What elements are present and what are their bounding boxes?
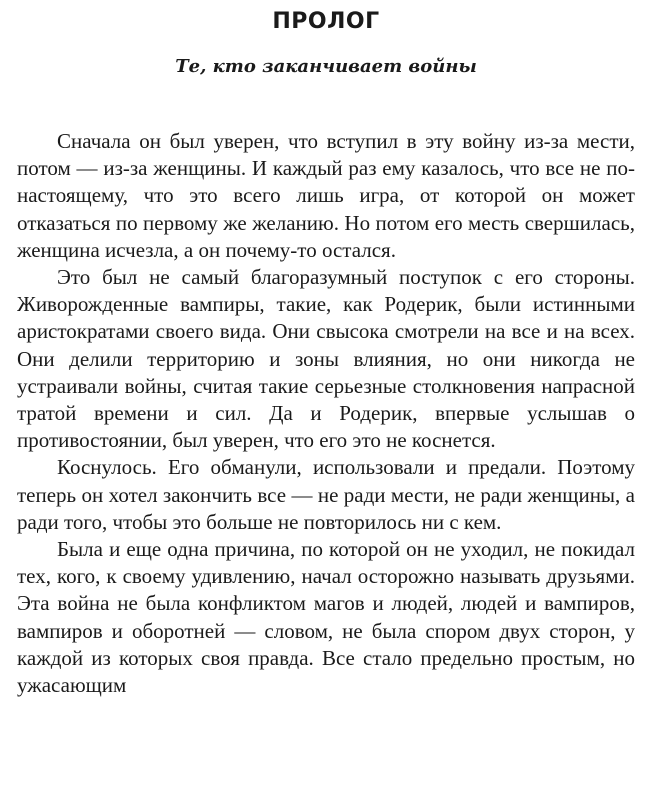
- paragraph: Сначала он был уверен, что вступил в эту войну из-за мести, потом — из-за женщины. И каждый раз ему казалось, что все не по-настоящему, что это всего лишь игра, от которой он может отказаться по первому же желанию. Но потом его месть свершилась, женщина исчезла, а он почему-то остался.: [17, 129, 635, 262]
- body-text: [17, 128, 635, 699]
- chapter-title: ПРОЛОГ: [272, 9, 380, 34]
- chapter-subtitle: Те, кто заканчивает войны: [175, 56, 477, 77]
- paragraph: Была и еще одна причина, по которой он не уходил, не покидал тех, кого, к своему удивлению, начал осторожно называть друзьями. Эта война не была конфликтом магов и людей, людей и вампиров, вампиров и оборотней — словом, не была спором двух сторон, у каждой из которых своя правда. Все стало предельно простым, но ужасающим: [17, 537, 635, 698]
- paragraph: Коснулось. Его обманули, использовали и предали. Поэтому теперь он хотел закончить все — не ради мести, не ради женщины, а ради того, чтобы это больше не повторилось ни с кем.: [17, 455, 635, 534]
- paragraph: Это был не самый благоразумный поступок с его стороны. Живорожденные вампиры, такие, как Родерик, были истинными аристократами своего вида. Они свысока смотрели на все и на всех. Они делили территорию и зоны влияния, но они никогда не устраивали войны, считая такие серьезные столкновения напрасной тратой времени и сил. Да и Родерик, впервые услышав о противостоянии, был уверен, что его это не коснется.: [17, 265, 635, 453]
